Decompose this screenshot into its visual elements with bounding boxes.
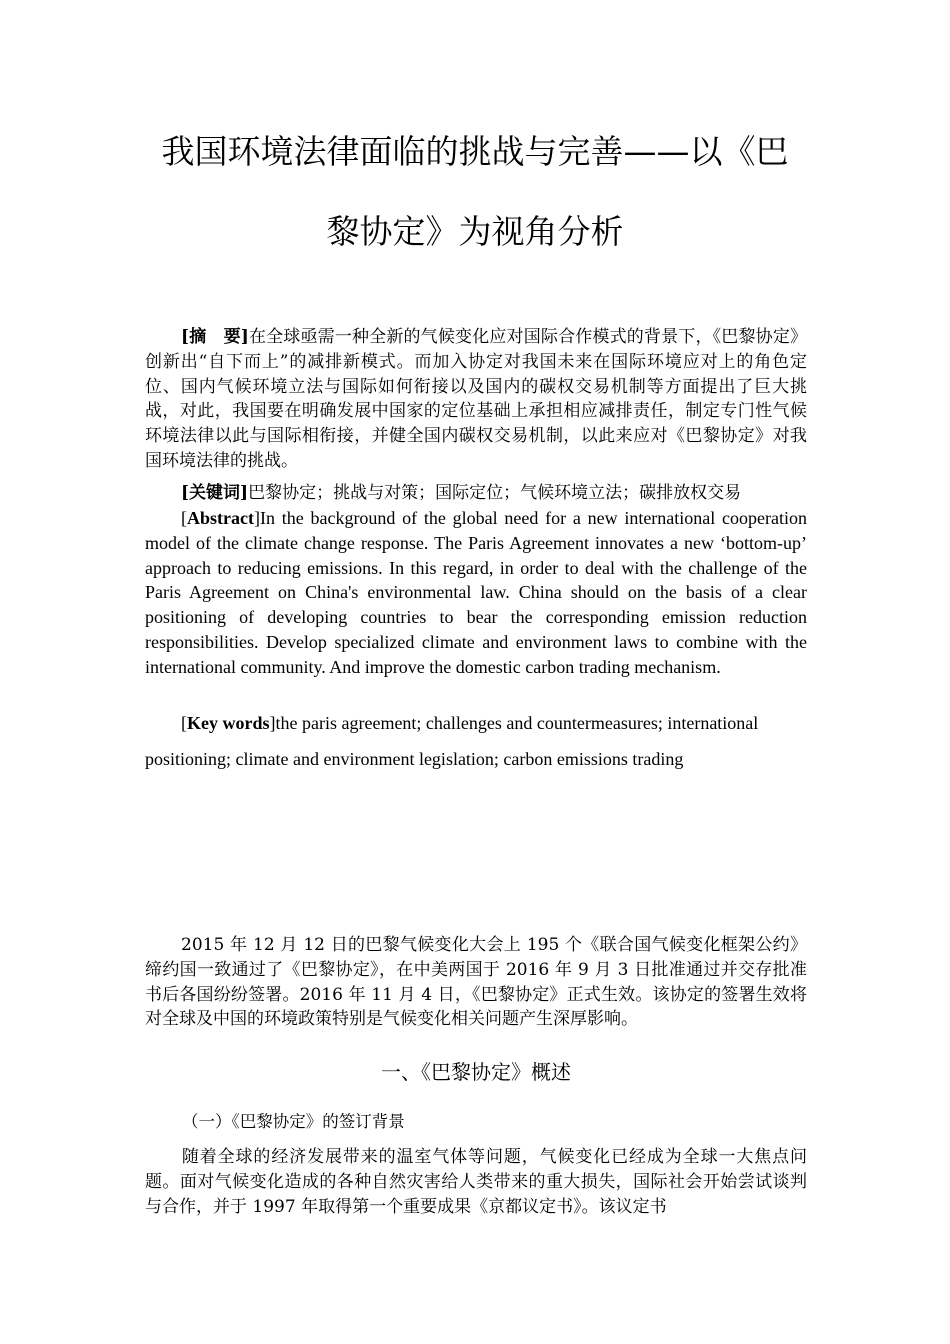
abstract-cn bbox=[145, 325, 807, 474]
body-paragraph-text: 随着全球的经济发展带来的温室气体等问题，气候变化已经成为全球一大焦点问题。面对气候变化造成的各种自然灾害给人类带来的重大损失，国际社会开始尝试谈判与合作，并于 1997 年取得第一个重要成果《京都议定书》。该议定书 bbox=[145, 1147, 807, 1217]
abstract-en: [Abstract]In the background of the global need for a new international cooperation model of the climate change response. The Paris Agreement innovates a new ‘bottom-up’ approach to reducing emissions. In this regard, in order to deal with the challenge of the Paris Agreement on China's environmental law. China should on the basis of a clear positioning of developing countries to bear the corresponding emission reduction responsibilities. Develop specialized climate and environment laws to combine with the international community. And improve the domestic carbon trading mechanism. bbox=[145, 508, 807, 677]
abstract-cn-text: 在全球亟需一种全新的气候变化应对国际合作模式的背景下，《巴黎协定》创新出“自下而上”的减排新模式。而加入协定对我国未来在国际环境应对上的角色定位、国内气候环境立法与国际如何衔接以及国内的碳权交易机制等方面提出了巨大挑战，对此，我国要在明确发展中国家的定位基础上承担相应减排责任，制定专门性气候环境法律以此与国际相衔接，并健全国内碳权交易机制，以此来应对《巴黎协定》对我国环境法律的挑战。 bbox=[145, 327, 807, 471]
keywords-cn bbox=[145, 481, 807, 506]
subsection-1-heading: （一）《巴黎协定》的签订背景 bbox=[182, 1112, 405, 1131]
keywords-cn-label: [关键词] bbox=[181, 483, 249, 503]
section-1-heading: 一、《巴黎协定》概述 bbox=[381, 1060, 571, 1084]
title-line-2: 黎协定》为视角分析 bbox=[326, 212, 624, 251]
keywords-en-label: Key words bbox=[187, 713, 270, 733]
intro-paragraph bbox=[145, 933, 807, 1032]
document-title bbox=[120, 112, 830, 272]
body-paragraph bbox=[145, 1145, 807, 1219]
abstract-en-text: In the background of the global need for a new international cooperation model of the climate change response. The Paris Agreement innovates a new ‘bottom-up’ approach to reducing emissions. In this regard, in order to deal with the challenge of the Paris Agreement on China's environmental law. China should on the basis of a clear positioning of developing countries to bear the corresponding emission reduction responsibilities. Develop specialized climate and environment laws to combine with the international community. And improve the domestic carbon trading mechanism. bbox=[145, 508, 807, 677]
keywords-en-text-line2: positioning; climate and environment legislation; carbon emissions trading bbox=[145, 749, 684, 769]
intro-paragraph-text: 2015 年 12 月 12 日的巴黎气候变化大会上 195 个《联合国气候变化框架公约》缔约国一致通过了《巴黎协定》，在中美两国于 2016 年 9 月 3 日批准通过并交存批准书后各国纷纷签署。2016 年 11 月 4 日，《巴黎协定》正式生效。该协定的签署生效将对全球及中国的环境政策特别是气候变化相关问题产生深厚影响。 bbox=[145, 935, 807, 1030]
title-line-1: 我国环境法律面临的挑战与完善——以《巴 bbox=[161, 132, 789, 171]
keywords-en: [Key words]the paris agreement; challenges and countermeasures; international positioning; climate and environment legislation; carbon emissions trading bbox=[145, 713, 759, 769]
keywords-en-text-line1: the paris agreement; challenges and countermeasures; international bbox=[275, 713, 759, 733]
abstract-cn-label: [摘 要] bbox=[181, 327, 249, 347]
keywords-cn-text: 巴黎协定；挑战与对策；国际定位；气候环境立法；碳排放权交易 bbox=[248, 483, 742, 503]
abstract-en-label: Abstract bbox=[187, 508, 254, 528]
